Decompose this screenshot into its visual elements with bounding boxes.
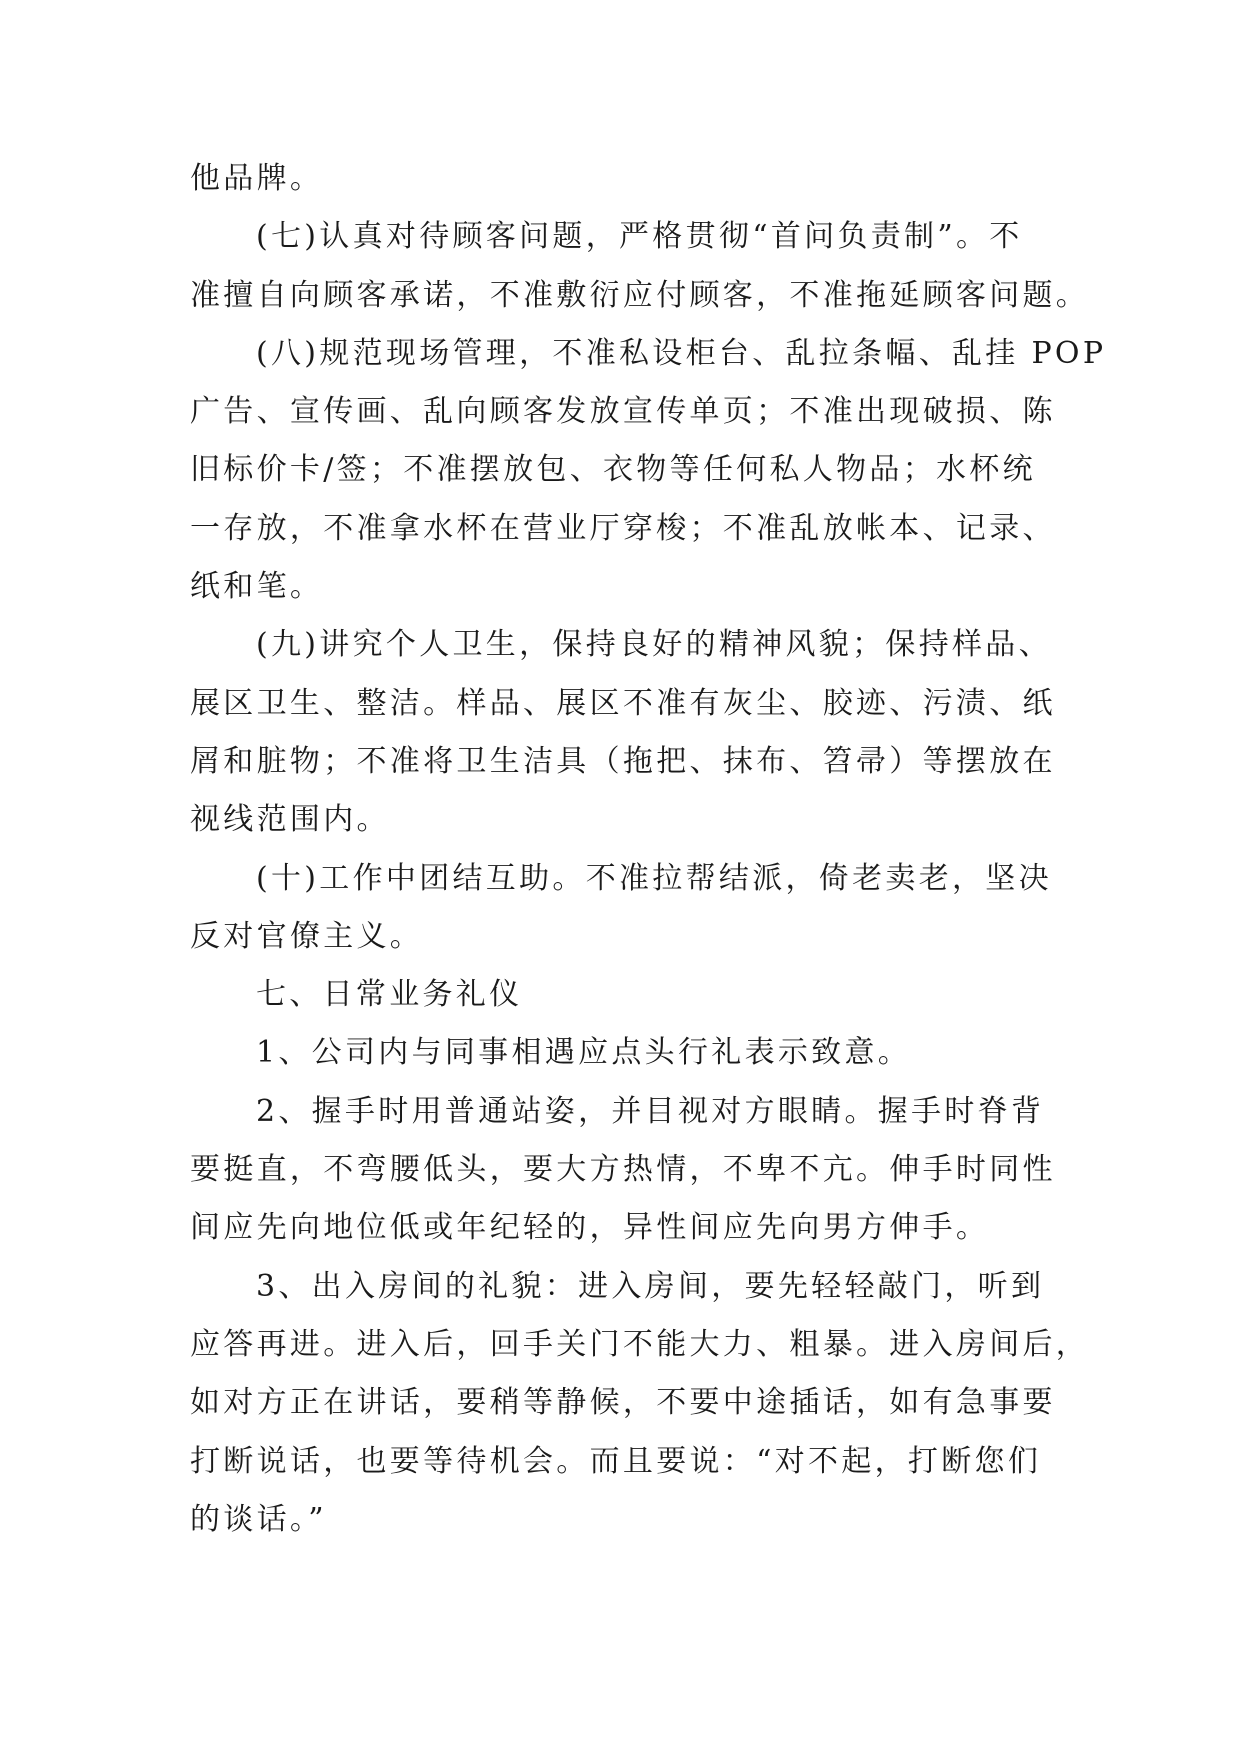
- text-line: 准擅自向顾客承诺，不准敷衍应付顾客，不准拖延顾客问题。: [190, 277, 1090, 313]
- section-heading: 七、日常业务礼仪: [256, 977, 523, 1013]
- paragraph-start-line: (七)认真对待顾客问题，严格贯彻“首问负责制”。不: [256, 219, 1023, 255]
- text-line: 应答再进。进入后，回手关门不能大力、粗暴。进入房间后，: [190, 1326, 1090, 1362]
- text-line: 要挺直，不弯腰低头，要大方热情，不卑不亢。伸手时同性: [190, 1152, 1056, 1188]
- text-line: 间应先向地位低或年纪轻的，异性间应先向男方伸手。: [190, 1210, 990, 1246]
- text-line: 他品牌。: [190, 161, 324, 196]
- text-line: 旧标价卡/签；不准摆放包、衣物等任何私人物品；水杯统: [190, 452, 1036, 488]
- paragraph-start-line: (十)工作中团结互助。不准拉帮结派，倚老卖老，坚决: [256, 860, 1052, 896]
- text-line: 展区卫生、整洁。样品、展区不准有灰尘、胶迹、污渍、纸: [190, 685, 1056, 721]
- text-line: 如对方正在讲话，要稍等静候，不要中途插话，如有急事要: [190, 1385, 1056, 1421]
- paragraph-start-line: (八)规范现场管理，不准私设柜台、乱拉条幅、乱挂 POP: [256, 335, 1107, 371]
- text-line: 的谈话。”: [190, 1501, 327, 1537]
- text-line: 打断说话，也要等待机会。而且要说：“对不起，打断您们: [190, 1443, 1042, 1479]
- paragraph-start-line: (九)讲究个人卫生，保持良好的精神风貌；保持样品、: [256, 627, 1052, 663]
- text-line: 屑和脏物；不准将卫生洁具（拖把、抹布、笤帚）等摆放在: [190, 743, 1056, 779]
- paragraph-start-line: 1、公司内与同事相遇应点头行礼表示致意。: [256, 1035, 912, 1071]
- paragraph-start-line: 3、出入房间的礼貌：进入房间，要先轻轻敲门，听到: [256, 1268, 1045, 1304]
- paragraph-start-line: 2、握手时用普通站姿，并目视对方眼睛。握手时脊背: [256, 1093, 1045, 1129]
- text-line: 视线范围内。: [190, 802, 390, 838]
- text-line: 一存放，不准拿水杯在营业厅穿梭；不准乱放帐本、记录、: [190, 510, 1056, 546]
- body-text: [190, 150, 1107, 1549]
- text-line: 反对官僚主义。: [190, 918, 424, 954]
- text-line: 纸和笔。: [190, 569, 324, 605]
- text-line: 广告、宣传画、乱向顾客发放宣传单页；不准出现破损、陈: [190, 394, 1056, 430]
